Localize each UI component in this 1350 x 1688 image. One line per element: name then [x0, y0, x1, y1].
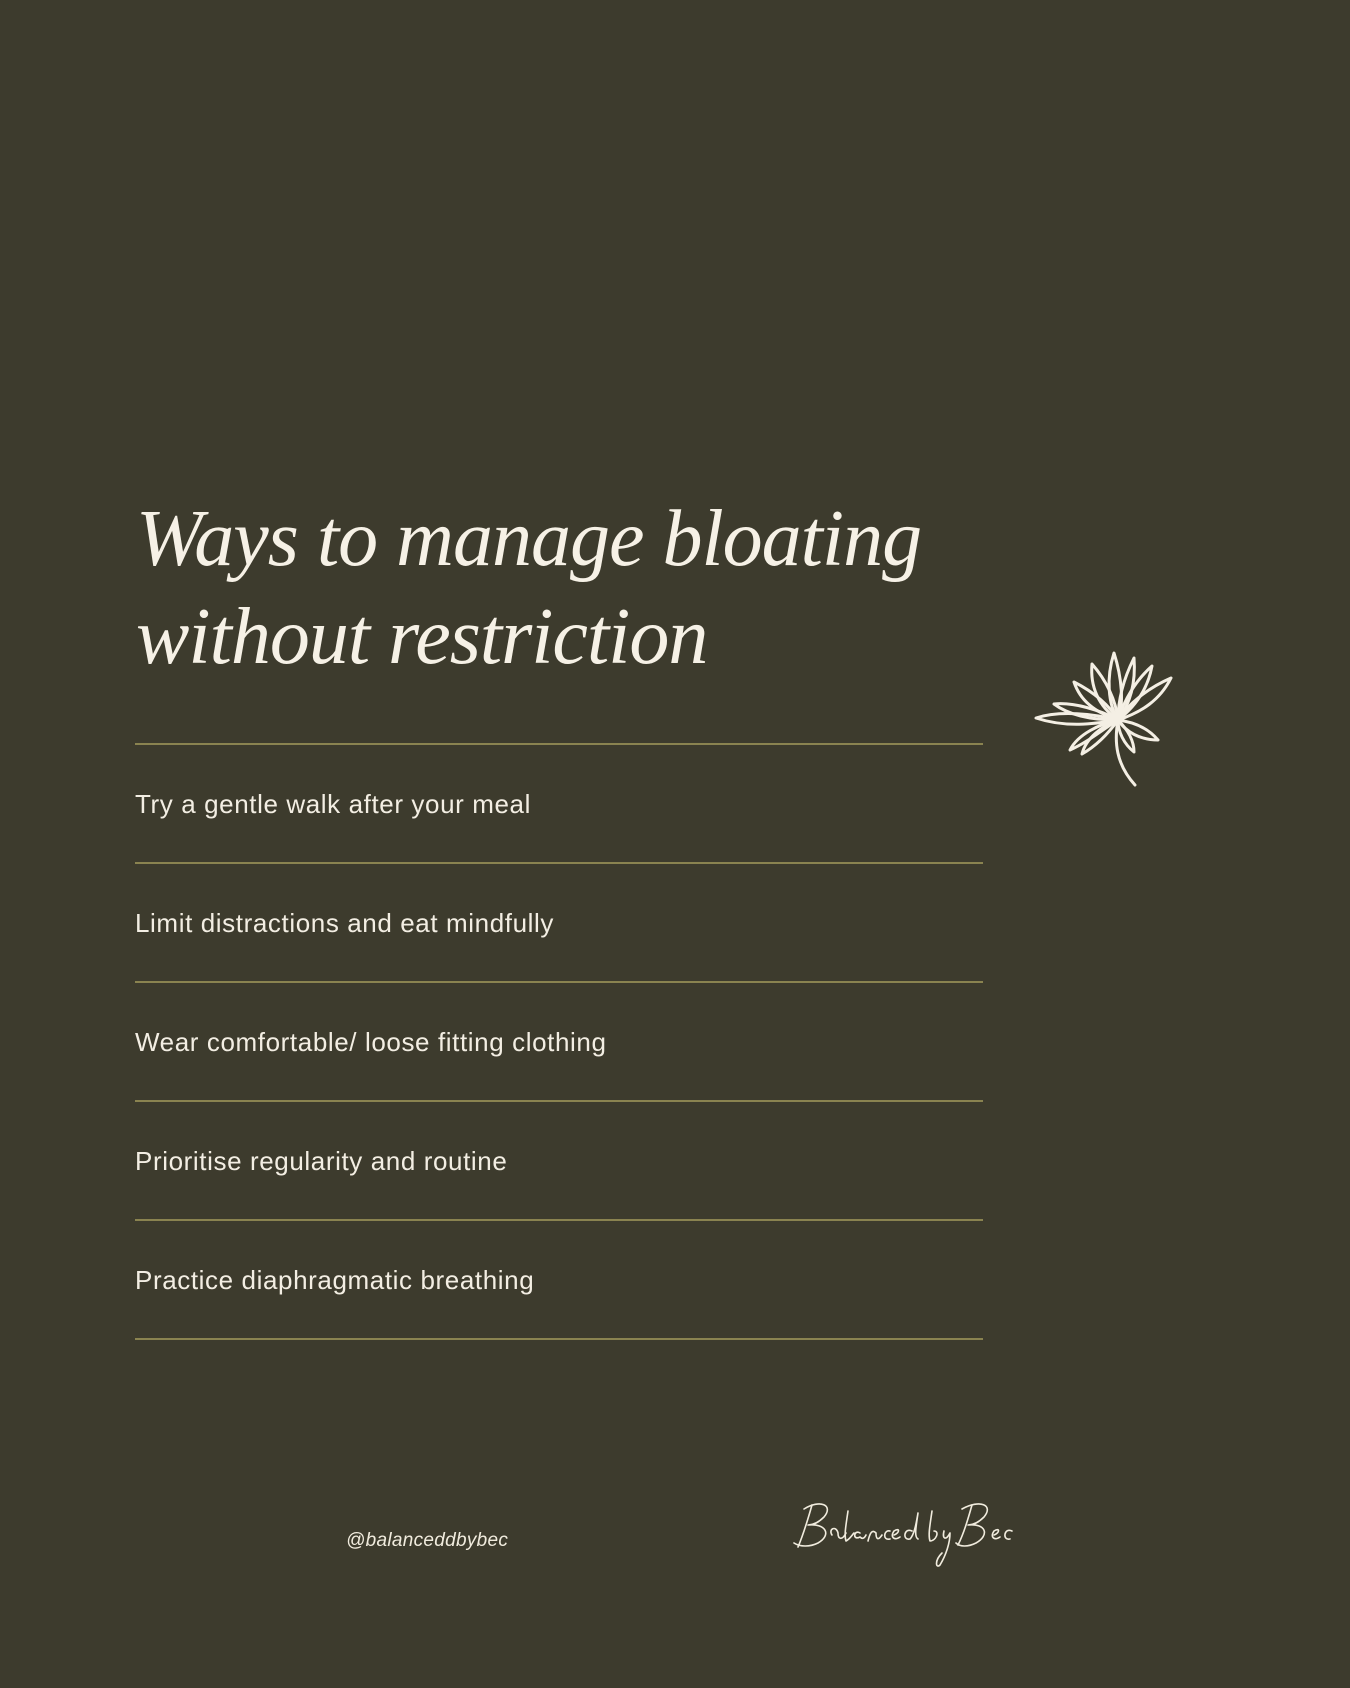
title-line-1: Ways to manage bloating: [136, 495, 922, 583]
signature-logo: [790, 1495, 1015, 1570]
social-handle: @balanceddbybec: [346, 1530, 509, 1551]
tip-label: Wear comfortable/ loose fitting clothing: [135, 1027, 607, 1057]
tip-label: Try a gentle walk after your meal: [135, 789, 531, 819]
page-title: [136, 490, 921, 686]
list-item: [135, 983, 983, 1102]
list-item: [135, 745, 983, 864]
tip-label: Limit distractions and eat mindfully: [135, 908, 555, 938]
list-item: [135, 864, 983, 983]
tip-label: Practice diaphragmatic breathing: [135, 1265, 535, 1295]
tips-list: [135, 743, 983, 1340]
list-item: [135, 1221, 983, 1340]
title-line-2: without restriction: [136, 593, 708, 681]
list-item: [135, 1102, 983, 1221]
tip-label: Prioritise regularity and routine: [135, 1146, 508, 1176]
flower-icon: [1030, 618, 1175, 790]
